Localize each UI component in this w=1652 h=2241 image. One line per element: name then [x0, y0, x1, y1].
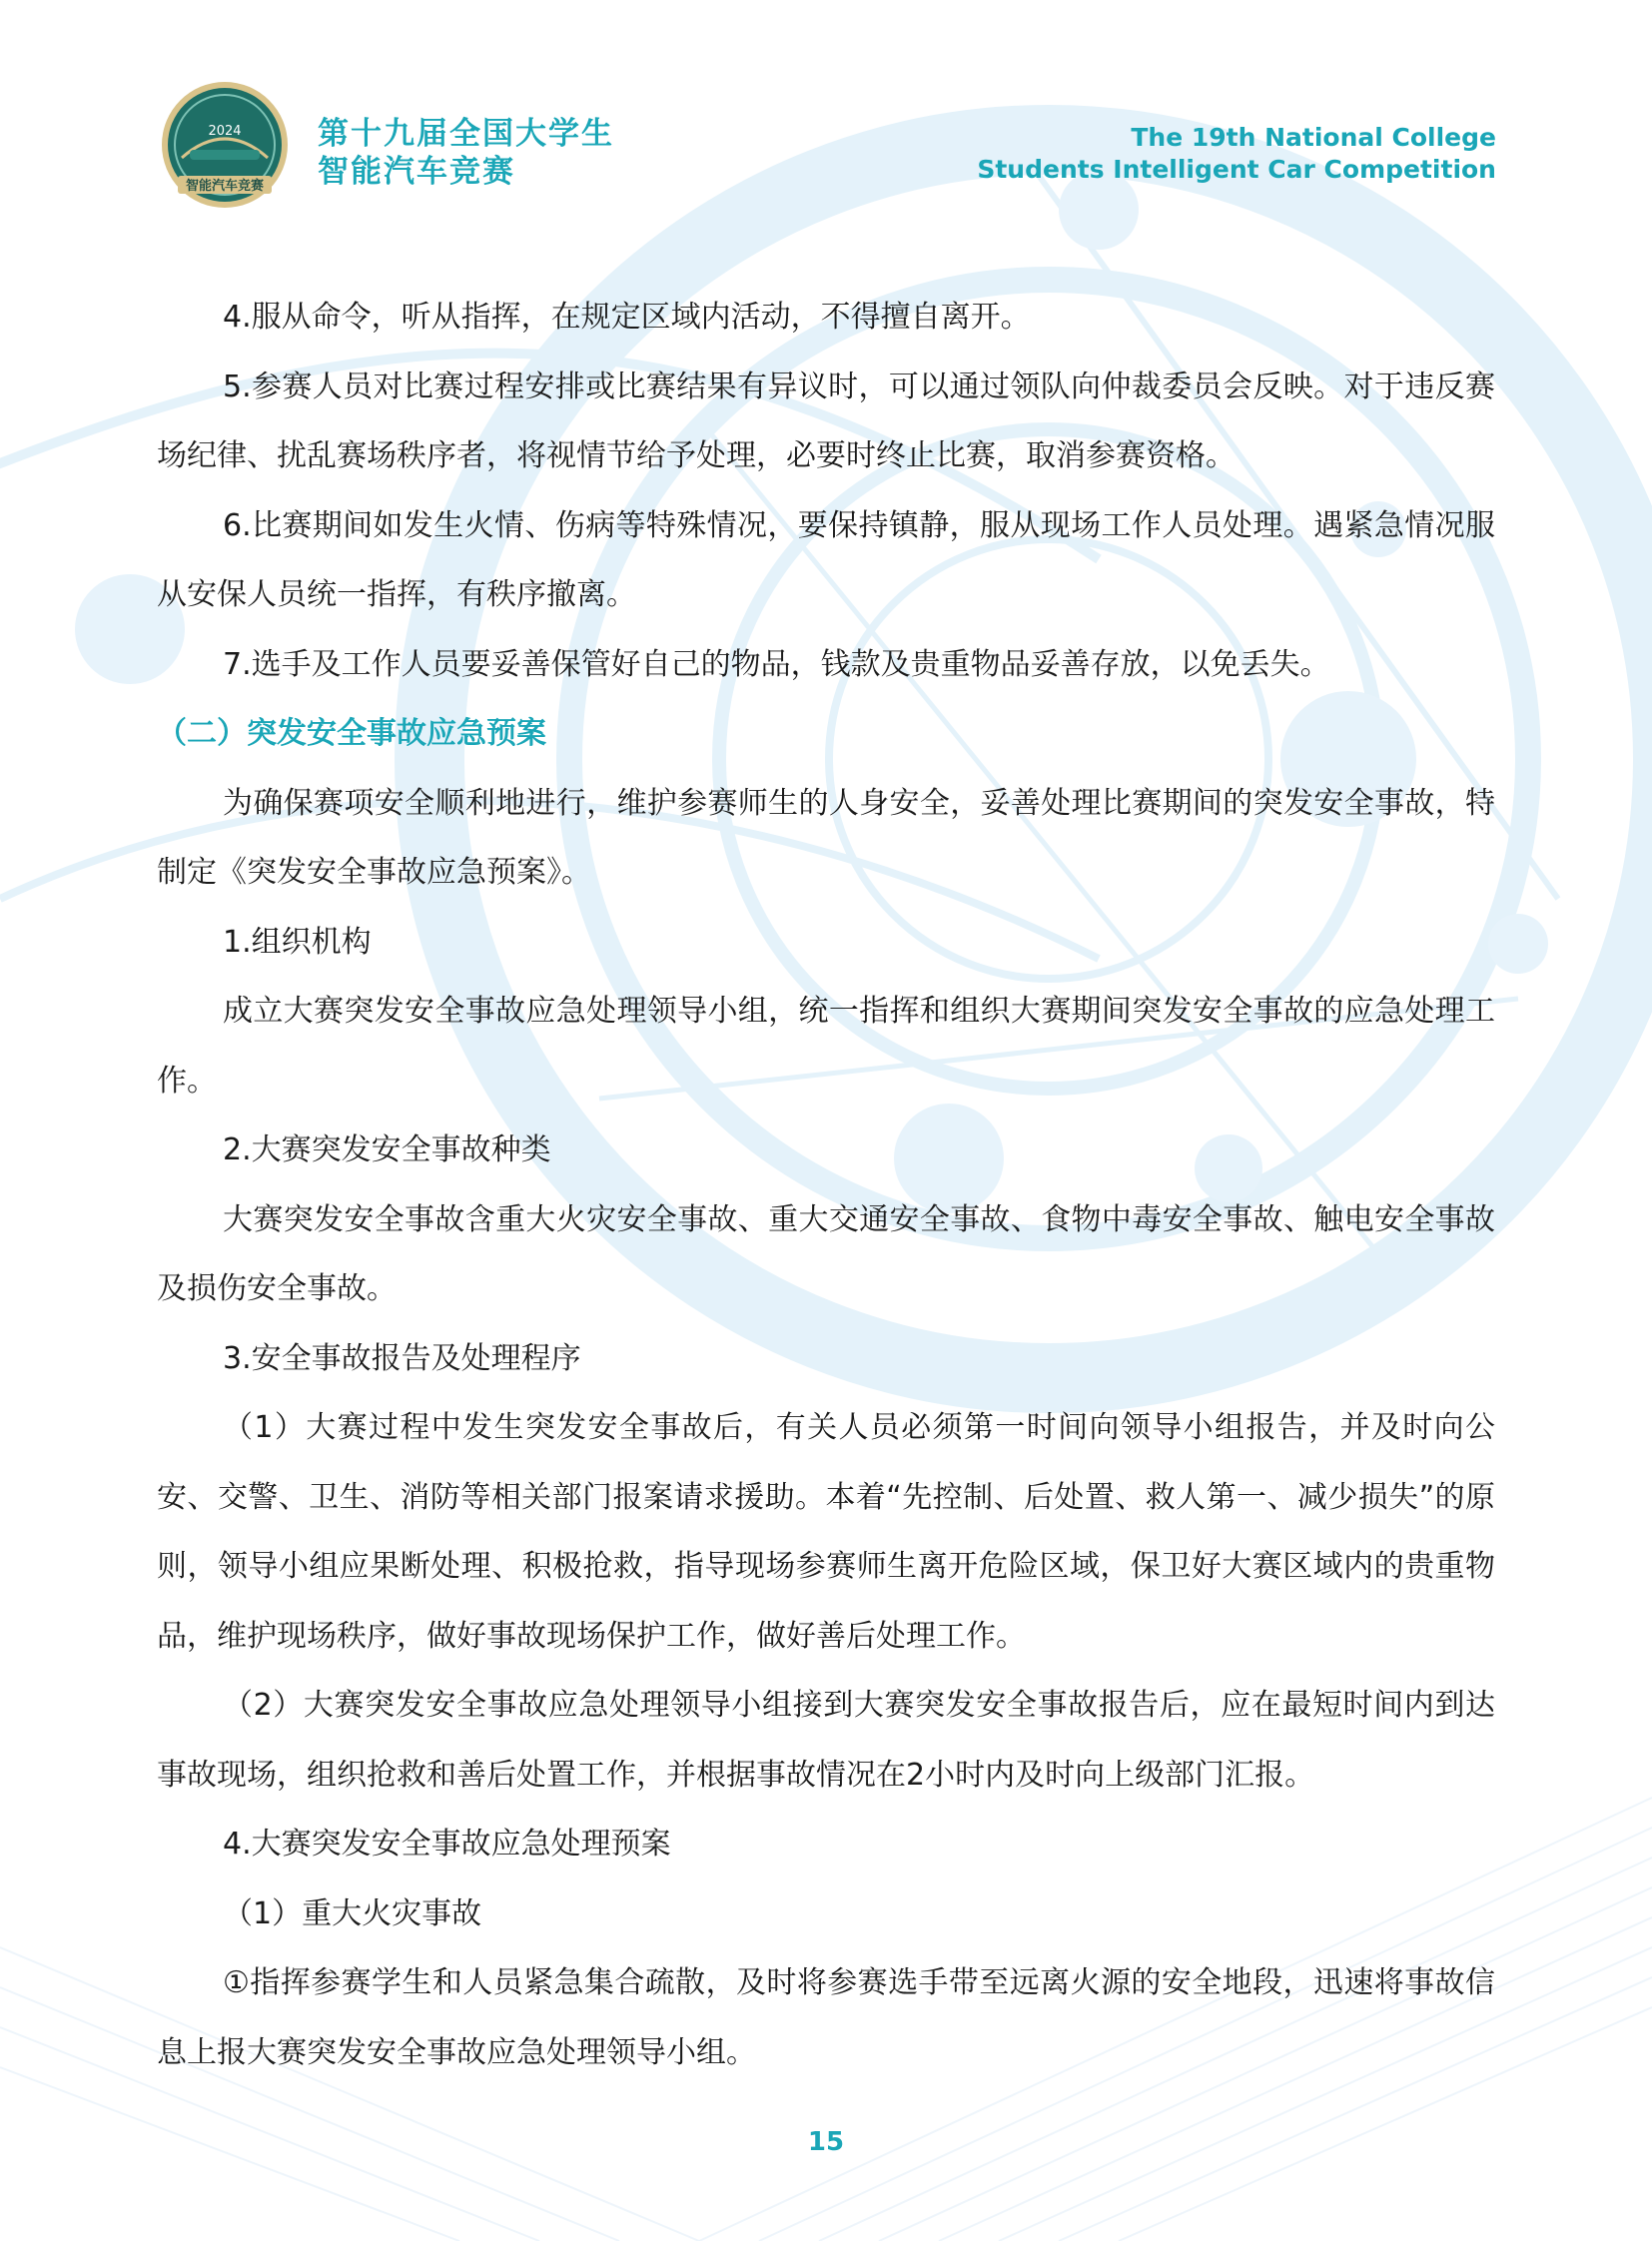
competition-logo — [160, 80, 290, 210]
paragraph: 2.大赛突发安全事故种类 — [223, 1132, 551, 1167]
paragraph: （1）大赛过程中发生突发安全事故后，有关人员必须第一时间向领导小组报告，并及时向公安、交警、卫生、消防等相关部门报案请求援助。本着“先控制、后处置、救人第一、减少损失”的原则，领导小组应果断处理、积极抢救，指导现场参赛师生离开危险区域，保卫好大赛区域内的贵重物品，维护现场秩序，做好事故现场保护工作，做好善后处理工作。 — [157, 1410, 1495, 1654]
paragraph: 1.组织机构 — [223, 924, 372, 960]
document-body — [157, 283, 1495, 2087]
paragraph: ①指挥参赛学生和人员紧急集合疏散，及时将参赛选手带至远离火源的安全地段，迅速将事故信息上报大赛突发安全事故应急处理领导小组。 — [157, 1965, 1495, 2070]
paragraph: 6.比赛期间如发生火情、伤病等特殊情况，要保持镇静，服从现场工作人员处理。遇紧急情况服从安保人员统一指挥，有秩序撤离。 — [157, 507, 1495, 612]
title-cn-line2: 智能汽车竞赛 — [318, 154, 515, 190]
title-english — [977, 122, 1496, 186]
paragraph: 成立大赛突发安全事故应急处理领导小组，统一指挥和组织大赛期间突发安全事故的应急处理工作。 — [157, 994, 1495, 1099]
paragraph: 7.选手及工作人员要妥善保管好自己的物品，钱款及贵重物品妥善存放，以免丢失。 — [223, 646, 1330, 682]
title-en-line1: The 19th National College — [1131, 123, 1496, 152]
paragraph: （1）重大火灾事故 — [223, 1895, 482, 1931]
section-heading: （二）突发安全事故应急预案 — [157, 716, 546, 751]
logo-year: 2024 — [208, 124, 242, 139]
paragraph: 4.服从命令，听从指挥，在规定区域内活动，不得擅自离开。 — [223, 300, 1031, 335]
paragraph: 为确保赛项安全顺利地进行，维护参赛师生的人身安全，妥善处理比赛期间的突发安全事故，特制定《突发安全事故应急预案》。 — [157, 785, 1495, 890]
paragraph: 5.参赛人员对比赛过程安排或比赛结果有异议时，可以通过领队向仲裁委员会反映。对于违反赛场纪律、扰乱赛场秩序者，将视情节给予处理，必要时终止比赛，取消参赛资格。 — [157, 369, 1495, 473]
logo-text: 智能汽车竞赛 — [185, 179, 265, 194]
title-cn-line1: 第十九届全国大学生 — [318, 116, 614, 152]
paragraph: （2）大赛突发安全事故应急处理领导小组接到大赛突发安全事故报告后，应在最短时间内到达事故现场，组织抢救和善后处置工作，并根据事故情况在2小时内及时向上级部门汇报。 — [157, 1688, 1495, 1793]
paragraph: 3.安全事故报告及处理程序 — [223, 1340, 581, 1376]
paragraph: 大赛突发安全事故含重大火灾安全事故、重大交通安全事故、食物中毒安全事故、触电安全事故及损伤安全事故。 — [157, 1201, 1495, 1306]
title-chinese — [318, 115, 614, 191]
title-en-line2: Students Intelligent Car Competition — [977, 155, 1496, 184]
page-number: 15 — [807, 2127, 845, 2157]
paragraph: 4.大赛突发安全事故应急处理预案 — [223, 1827, 671, 1862]
page-header — [0, 0, 1652, 230]
